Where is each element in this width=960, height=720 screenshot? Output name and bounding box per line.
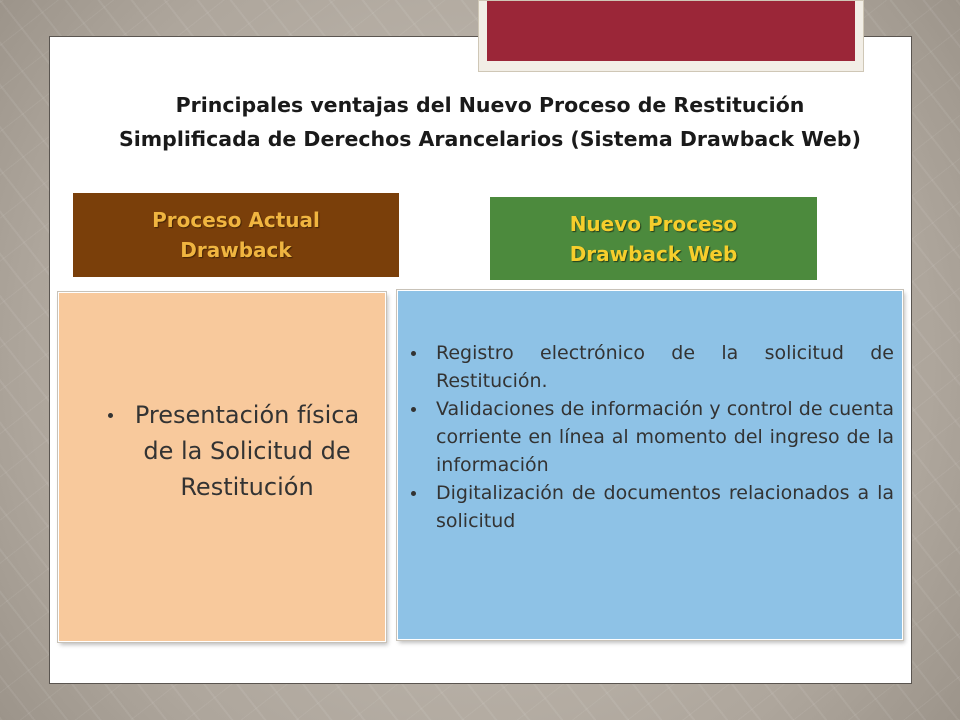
new-process-bullet-text: Registro electrónico de la solicitud de Restitución. xyxy=(436,342,894,392)
current-process-bullet-text: Presentación física de la Solicitud de Restitución xyxy=(134,401,360,501)
current-process-bullet-list xyxy=(131,397,363,505)
slide-title-line-2: Simplificada de Derechos Arancelarios (Sistema Drawback Web) xyxy=(119,127,861,151)
new-process-bullet-item xyxy=(436,395,894,479)
current-process-box xyxy=(58,292,386,642)
current-process-header-line-1: Proceso Actual xyxy=(152,208,320,232)
current-process-header xyxy=(73,193,399,277)
bullet-dot-icon xyxy=(411,491,416,496)
new-process-box xyxy=(397,290,903,640)
bullet-dot-icon xyxy=(108,413,113,418)
new-process-header-line-2: Drawback Web xyxy=(569,241,738,266)
current-process-bullet-item xyxy=(131,397,363,505)
new-process-bullet-list xyxy=(436,339,894,535)
new-process-bullet-item xyxy=(436,479,894,535)
bullet-dot-icon xyxy=(411,351,416,356)
slide-title xyxy=(52,88,928,156)
decorative-banner xyxy=(478,0,864,72)
banner-fill xyxy=(487,1,855,61)
bullet-dot-icon xyxy=(411,407,416,412)
new-process-bullet-text: Digitalización de documentos relacionados a la solicitud xyxy=(436,482,894,532)
slide-title-line-1: Principales ventajas del Nuevo Proceso de Restitución xyxy=(175,93,805,117)
new-process-header xyxy=(490,197,817,280)
new-process-bullet-text: Validaciones de información y control de cuenta corriente en línea al momento del ingreso de la información xyxy=(436,398,894,476)
new-process-bullet-item xyxy=(436,339,894,395)
new-process-header-line-1: Nuevo Proceso xyxy=(569,211,738,236)
current-process-header-line-2: Drawback xyxy=(180,238,292,262)
